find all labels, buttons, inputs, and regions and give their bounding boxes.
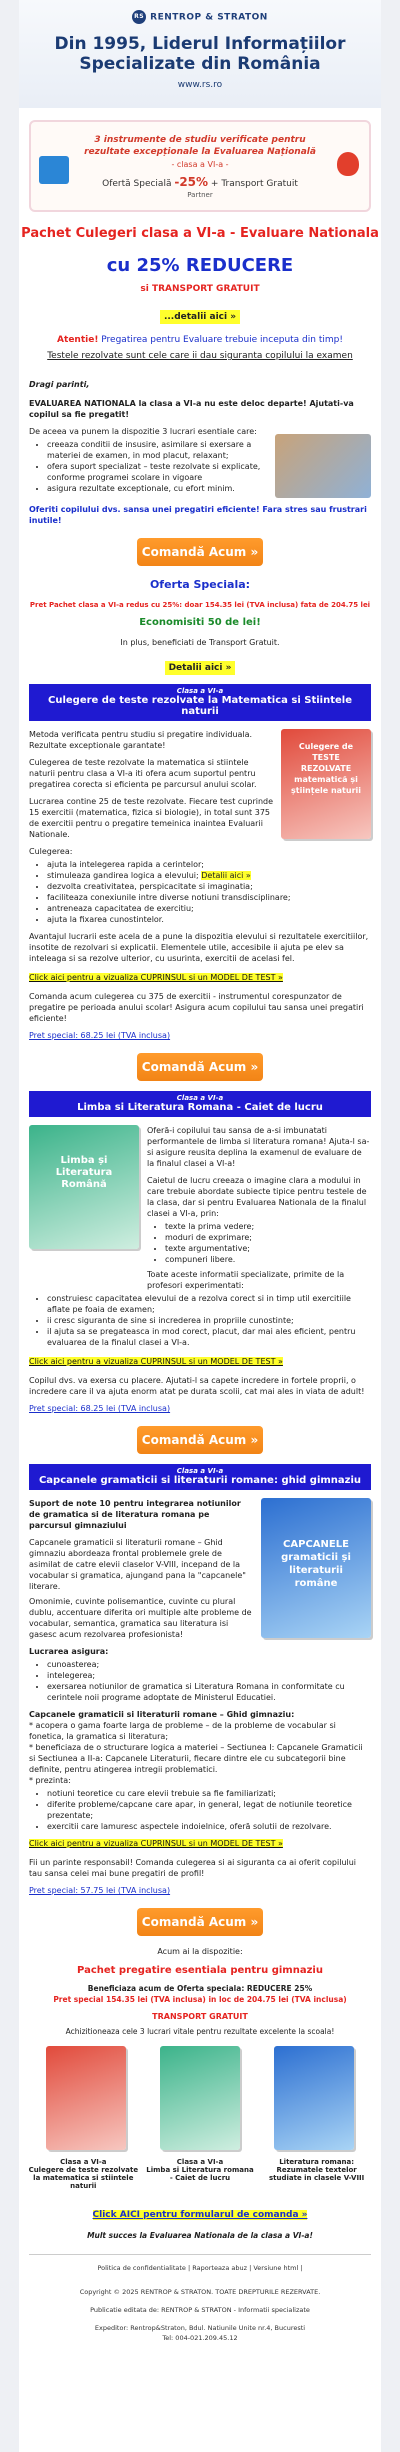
tagline: Oferiti copilului dvs. sansa unei pregatiri eficiente! Fara stres sau frustrari inutile! — [29, 505, 367, 525]
intro-bullet: • ofera suport specializat – teste rezolvate si explicate, conforme programei scolare in vigoare — [47, 461, 269, 483]
banner-grade: - clasa a VI-a - — [171, 160, 229, 169]
email-page — [19, 0, 381, 2452]
product3-price-link[interactable]: Pret special: 57.75 lei (TVA inclusa) — [29, 1886, 171, 1895]
closing-book-name: Culegere de teste rezolvate la matematica si stiintele naturii — [28, 2166, 139, 2190]
product2-bullet2: • construiesc capacitatea elevului de a rezolva corect si in timp util exercitiile aflate pe foaia de examen; — [47, 1293, 371, 1315]
product1-bullet: • faciliteaza conexiunile intre diverse notiuni transdisciplinare; — [47, 892, 371, 903]
product2-bullets — [165, 1221, 371, 1265]
closing-book-grade: Clasa a VI-a — [176, 2158, 224, 2166]
product1-bullet-text: stimuleaza gandirea logica a elevului; — [47, 871, 199, 880]
product1-body — [19, 729, 381, 1041]
product2-bullet: • texte la prima vedere; — [165, 1221, 371, 1232]
product3-p2: Capcanele gramaticii si literaturii romane – Ghid gimnaziu abordeaza frontal problemele grele de asimilat de catre elevii claselor V-VIII, incepand de la vocabular si gramatica, ajungand pana la "capcanele" literare. — [29, 1538, 246, 1591]
product1-bullet: • ajuta la intelegerea rapida a cerintelor; — [47, 859, 371, 870]
offer-price-line: Pret Pachet clasa a VI-a redus cu 25%: doar 154.35 lei (TVA inclusa) fata de 204.75 lei — [29, 601, 371, 609]
product1-detail-link[interactable]: Detalii aici » — [201, 871, 251, 880]
footer-phone: Tel: 004-021.209.45.12 — [162, 2334, 238, 2342]
product1-cover-title: Culegere de TESTE REZOLVATE matematică și științele naturii — [290, 742, 361, 795]
website-link[interactable]: www.rs.ro — [177, 80, 223, 90]
closing-book-cover[interactable] — [274, 2046, 354, 2150]
banner-offer-prefix: Ofertă Specială — [102, 179, 172, 189]
product2-bullet: • texte argumentative; — [165, 1243, 371, 1254]
intro-bullets — [47, 439, 269, 494]
product3-grade: Clasa a VI-a — [176, 1467, 224, 1475]
product1-price-link[interactable]: Pret special: 68.25 lei (TVA inclusa) — [29, 1031, 171, 1040]
attention-line — [19, 335, 381, 345]
banner-discount: -25% — [174, 175, 209, 189]
product3-p4: Capcanele gramaticii si literaturii romane – Ghid gimnaziu: — [29, 1710, 295, 1719]
product2-bullet: • moduri de exprimare; — [165, 1232, 371, 1243]
product1-header — [29, 684, 371, 721]
banner-offer-suffix: + Transport Gratuit — [210, 179, 298, 189]
product2-price-link[interactable]: Pret special: 68.25 lei (TVA inclusa) — [29, 1404, 171, 1413]
product2-p4: Copilul dvs. va exersa cu placere. Ajutati-l sa capete incredere in fortele proprii, o incredere care il va ajuta enorm atat pe durata scolii, cat mai ales in viata de adult! — [29, 1376, 365, 1396]
order-button-product3[interactable]: Comandă Acum » — [137, 1908, 263, 1936]
free-shipping: si TRANSPORT GRATUIT — [140, 284, 260, 294]
product2-body — [19, 1125, 381, 1414]
product2-grade: Clasa a VI-a — [176, 1094, 224, 1102]
product1-p1: Metoda verificata pentru studiu si pregatire individuala. Rezultate exceptionale garantate! — [29, 730, 253, 750]
logo-icon: RS — [132, 10, 146, 24]
product3-p6: * beneficiaza de o structurare logica a materiei – Sectiunea I: Capcanele Gramaticii si Sectiunea a II-a: Capcanele Literaturii, fiecare dintre ele cu subcategorii bine definite, pentru atingerea intregii problematici. — [29, 1743, 363, 1774]
product3-bullet2: • notiuni teoretice cu care elevii trebuie sa fie familiarizati; — [47, 1788, 371, 1799]
product2-model-link[interactable]: Click aici pentru a vizualiza CUPRINSUL si un MODEL DE TEST » — [29, 1357, 283, 1366]
footer-links[interactable]: Politica de confidentialitate | Raporteaza abuz | Versiune html | — [97, 2264, 303, 2272]
package-title: Pachet Culegeri clasa a VI-a - Evaluare Nationala — [21, 226, 379, 241]
product3-p3: Omonimie, cuvinte polisemantice, cuvinte cu plural dublu, accentuare diferita ori multiple alte probleme de vocabular, semantica, gramatica sau literatura isi gasesc acum rezolvarea profesionista! — [29, 1597, 252, 1639]
product3-bullet2: • exercitii care lamuresc aspectele indoielnice, oferă solutii de rezolvare. — [47, 1821, 371, 1832]
product3-bullet2: • diferite probleme/capcane care apar, in general, legat de notiunile teoretice prezentate; — [47, 1799, 371, 1821]
closing-benefit: Beneficiaza acum de Oferta speciala: REDUCERE 25% — [87, 1984, 313, 1993]
closing-book-grade: Literatura romana: — [279, 2158, 355, 2166]
details-link[interactable]: ...detalii aici » — [160, 310, 240, 324]
attention-label: Atentie! — [57, 335, 99, 345]
closing-book-label — [28, 2158, 138, 2190]
closing-shipping: TRANSPORT GRATUIT — [152, 2012, 248, 2021]
footer-address: Expeditor: Rentrop&Straton, Bdul. Natiunile Unite nr.4, Bucuresti — [94, 2324, 306, 2332]
product1-cover[interactable] — [281, 729, 371, 839]
product2-bullet2: • il ajuta sa se pregateasca in mod corect, placut, dar mai ales eficient, pentru evaluarea de la finalul clasei a VI-a. — [47, 1326, 371, 1348]
closing-gift: Achizitioneaza cele 3 lucrari vitale pentru rezultate excelente la scoala! — [65, 2027, 335, 2036]
banner-line1 — [31, 122, 369, 158]
footer-copyright: Copyright © 2025 RENTROP & STRATON. TOATE DREPTURILE REZERVATE. — [79, 2288, 321, 2296]
greeting: Dragi parinti, — [29, 380, 90, 389]
offer-title: Oferta Speciala: — [149, 578, 251, 591]
reassure-text: Testele rezolvate sunt cele care ii dau siguranta copilului la examen — [47, 351, 353, 361]
headline-line1: Din 1995, Liderul Informațiilor — [54, 34, 346, 54]
product3-cover-title: CAPCANELE gramaticii și literaturii române — [281, 1539, 351, 1589]
product2-bullet2: • ii cresc siguranta de sine si increderea in propriile cunostinte; — [47, 1315, 371, 1326]
closing-book-grade: Clasa a VI-a — [60, 2158, 107, 2166]
closing-book-cover[interactable] — [160, 2046, 240, 2150]
offer-plus-text: In plus, beneficiati de Transport Gratuit. — [120, 638, 280, 647]
product1-grade: Clasa a VI-a — [176, 687, 224, 695]
order-button-product2[interactable]: Comandă Acum » — [137, 1426, 263, 1454]
intro-bullet: • creeaza conditii de insusire, asimilare si exersare a materiei de examen, in mod placut, relaxant; — [47, 439, 269, 461]
product3-bullet: • cunoasterea; — [47, 1659, 371, 1670]
closing-book-label — [145, 2158, 255, 2190]
closing-available: Acum ai la dispozitie: — [157, 1947, 243, 1956]
product1-model-link[interactable]: Click aici pentru a vizualiza CUPRINSUL si un MODEL DE TEST » — [29, 973, 283, 982]
product3-name: Capcanele gramaticii si literaturii romane: ghid gimnaziu — [38, 1475, 362, 1486]
product1-helps-label: Culegerea: — [29, 847, 73, 856]
discount-title: cu 25% REDUCERE — [106, 255, 294, 276]
product1-p4: Avantajul lucrarii este acela de a pune la dispozitia elevului si rezultatele exercitiilor, insotite de rezolvari si explicatii. Elementele utile, accesibile ii ajuta pe elev sa inteleaga si sa rezolve ulterior, cu usurinta, exercitii de acelasi fel. — [29, 932, 369, 963]
header — [19, 0, 381, 108]
product3-p8: Fii un parinte responsabil! Comanda culegerea si ai siguranta ca ai oferit copilului tau sansa celei mai bune pregatiri de profil! — [29, 1858, 357, 1878]
banner-offer — [31, 175, 369, 189]
order-form-link[interactable]: Click AICI pentru formularul de comanda » — [92, 2210, 308, 2220]
product3-model-link[interactable]: Click aici pentru a vizualiza CUPRINSUL si un MODEL DE TEST » — [29, 1839, 283, 1848]
product3-p1: Suport de note 10 pentru integrarea notiunilor de gramatica si de literatura romana pe parcursul gimnaziului — [29, 1499, 241, 1530]
product2-cover-title: Limba și Literatura Română — [55, 1155, 113, 1190]
product3-ensures-label: Lucrarea asigura: — [29, 1647, 109, 1656]
apple-icon — [337, 152, 359, 176]
intro-body — [19, 379, 381, 526]
closing-books — [19, 2046, 381, 2150]
product2-name: Limba si Literatura Romana - Caiet de lucru — [77, 1102, 323, 1113]
closing-book-label — [262, 2158, 372, 2190]
product3-cover[interactable] — [261, 1498, 371, 1638]
brand-logo[interactable] — [19, 0, 381, 24]
order-button[interactable]: Comandă Acum » — [137, 538, 263, 566]
banner-partner-label: Partner — [187, 191, 213, 199]
closing-book-labels — [19, 2158, 381, 2190]
product3-bullets — [47, 1659, 371, 1703]
product3-bullets2 — [47, 1788, 371, 1832]
brand-name: RENTROP & STRATON — [150, 12, 268, 23]
banner-line1-text: 3 instrumente de studiu verificate pentru — [94, 135, 306, 145]
product3-p7: * prezinta: — [29, 1776, 71, 1785]
attention-text: Pregatirea pentru Evaluare trebuie inceputa din timp! — [98, 335, 343, 345]
product2-cover[interactable] — [29, 1125, 139, 1249]
books-icon — [39, 156, 69, 184]
product3-body — [19, 1498, 381, 1896]
product3-p5: * acopera o gama foarte larga de probleme – de la probleme de vocabular si fonetica, la gramatica si literatura; — [29, 1721, 336, 1741]
product1-bullet: • antreneaza capacitatea de exercitiu; — [47, 903, 371, 914]
product1-bullets — [47, 859, 371, 925]
closing-price: Pret special 154.35 lei (TVA inclusa) in loc de 204.75 lei (TVA inclusa) — [53, 1995, 347, 2004]
product1-bullet: • ajuta la fixarea cunostintelor. — [47, 914, 371, 925]
product3-header — [29, 1464, 371, 1490]
product1-p5: Comanda acum culegerea cu 375 de exercitii - instrumentul corespunzator de pregatire pe perioada anului scolar! Asigura acum copilului tau sansa unei pregatiri eficiente! — [29, 992, 364, 1023]
product1-bullet — [47, 870, 371, 881]
order-button-product1[interactable]: Comandă Acum » — [137, 1053, 263, 1081]
closing-book-name: Limba si Literatura romana - Caiet de lucru — [146, 2166, 254, 2182]
footer-publisher: Publicatie editata de: RENTROP & STRATON - Informatii specializate — [90, 2306, 310, 2314]
lead-text: EVALUAREA NATIONALA la clasa a VI-a nu este deloc departe! Ajutati-va copilul sa fie pregatit! — [29, 399, 354, 419]
product2-p2: Caietul de lucru creeaza o imagine clara a modului in care trebuie abordate subiecte tipice pentru testele de la clasa, dar si pentru Evaluarea Nationala de la finalul clasei a VI-a, prin: — [147, 1176, 367, 1218]
headline — [19, 34, 381, 74]
product3-bullet: • intelegerea; — [47, 1670, 371, 1681]
product2-p1: Oferă-i copilului tau sansa de a-si imbunatati performantele de limba si literatura romana! Ajuta-l sa-si asigure reusita deplina la examenul de evaluare de la finalul clasei a VI-a! — [147, 1126, 370, 1168]
product2-bullet: • compuneri libere. — [165, 1254, 371, 1265]
closing-book-name: Rezumatele textelor studiate in clasele V-VIII — [268, 2166, 365, 2182]
product1-p2: Culegerea de teste rezolvate la matematica si stiintele naturii pentru clasa a VI-a iti ofera acum suportul pentru pregatirea corecta si eficienta pe parcursul anului scolar. — [29, 758, 257, 789]
toolkit-intro: De aceea va punem la dispozitie 3 lucrari esentiale care: — [29, 427, 257, 436]
offer-details-link[interactable]: Detalii aici » — [165, 661, 236, 675]
product2-bullets2 — [47, 1293, 371, 1348]
product2-p3: Toate aceste informatii specializate, primite de la profesori experimentati: — [147, 1270, 345, 1290]
closing-book-cover[interactable] — [46, 2046, 126, 2150]
product2-header — [29, 1091, 371, 1117]
product3-bullet: • exersarea notiunilor de gramatica si Literatura Romana in conformitate cu cerintele noii programe adoptate de Ministerul Educatiei. — [47, 1681, 371, 1703]
footer — [29, 2254, 371, 2343]
promo-banner[interactable] — [29, 120, 371, 212]
banner-line2-text: rezultate excepționale la Evaluarea Națională — [84, 147, 316, 157]
headline-line2: Specializate din România — [79, 54, 321, 74]
closing-headline: Pachet pregatire esentiala pentru gimnaziu — [77, 1965, 323, 1976]
closing-wish: Mult succes la Evaluarea Nationala de la clasa a VI-a! — [87, 2231, 313, 2240]
intro-bullet: • asigura rezultate exceptionale, cu efort minim. — [47, 483, 269, 494]
product1-bullet: • dezvolta creativitatea, perspicacitate si imaginatia; — [47, 881, 371, 892]
students-photo — [275, 434, 371, 498]
product1-name: Culegere de teste rezolvate la Matematica si Stiintele naturii — [48, 695, 352, 717]
offer-savings: Economisiti 50 de lei! — [139, 617, 261, 628]
product1-p3: Lucrarea contine 25 de teste rezolvate. Fiecare test cuprinde 15 exercitii (matematica, fizica si biologie), in total sunt 375 de exercitii pentru o pregatire temeinica inaintea Evaluarii Nationale. — [29, 797, 274, 839]
